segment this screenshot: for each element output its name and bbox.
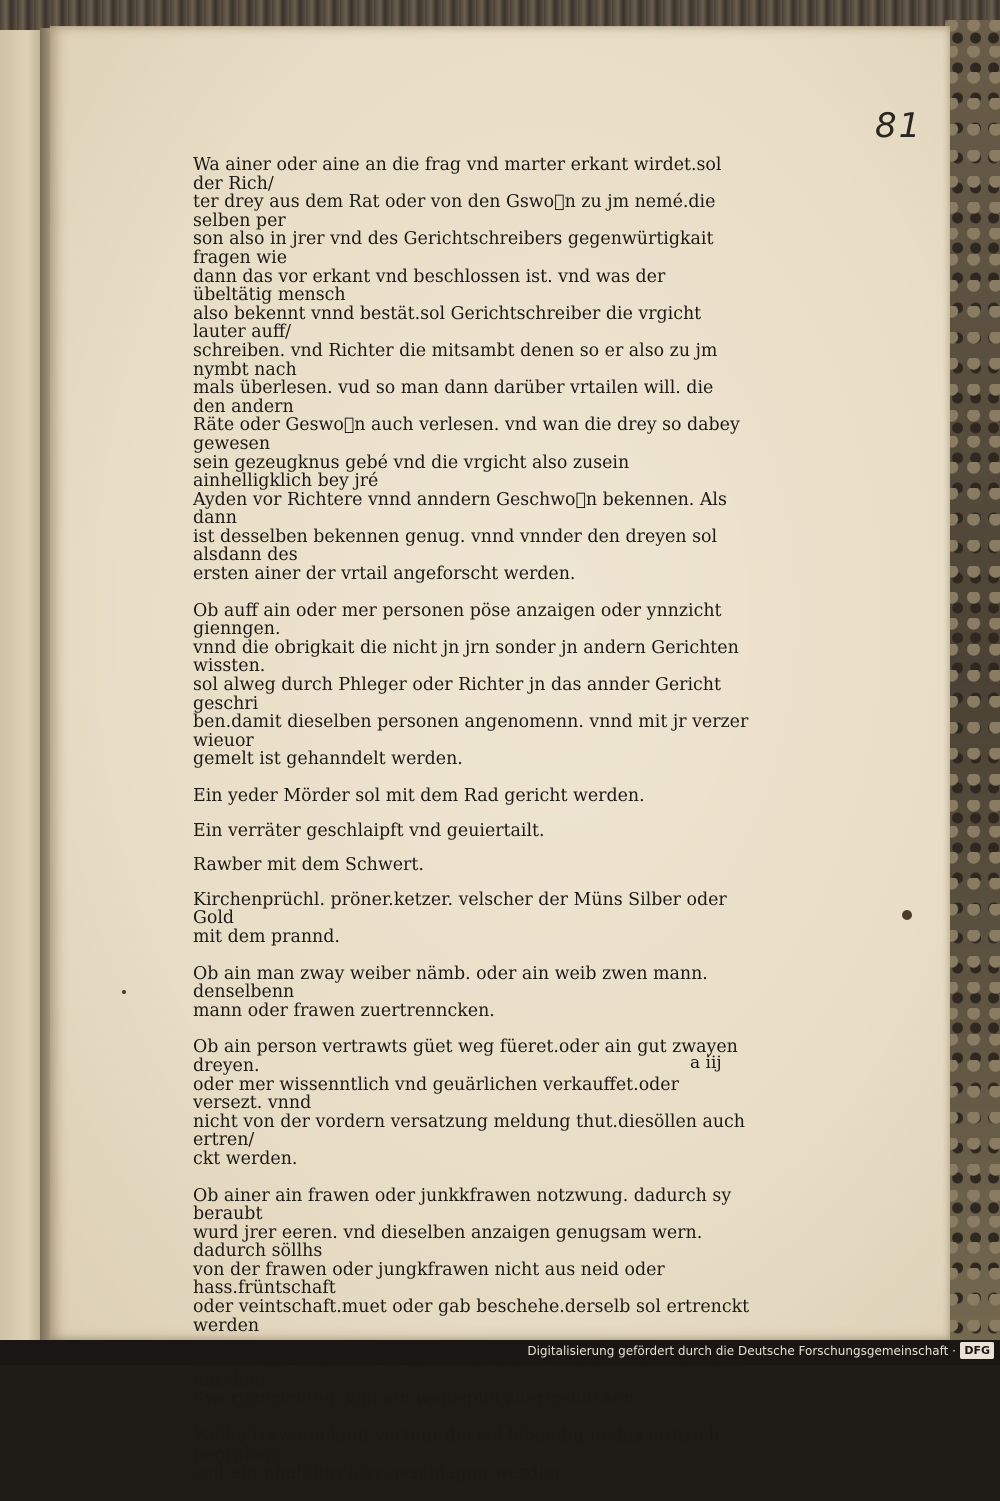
funding-credit: Digitalisierung gefördert durch die Deutsche Forschungsgemeinschaft · — [527, 1344, 956, 1358]
paragraph-4: Ein verräter geschlaipft vnd geuiertailt. — [193, 820, 545, 841]
paragraph-6: Kirchenprüchl. pröner.ketzer. velscher der Müns Silber oder Gold mit dem prannd. — [193, 889, 727, 947]
page-text — [193, 156, 750, 1501]
paragraph-5: Rawber mit dem Schwert. — [193, 855, 424, 876]
paragraph-3: Ein yeder Mörder sol mit dem Rad gericht werden. — [193, 786, 645, 806]
facing-page-edge — [0, 30, 45, 1340]
ink-speck — [122, 990, 126, 994]
paragraph-9: Ob ainer ain frawen oder junkkfrawen notzwung. dadurch sy beraubt wurd jrer eeren. vnd dieselben anzaigen genugsam wern. dadurch söllhs von der frawen oder jungkfrawen nicht aus neid oder hass.früntschaft oder veintschaft.muet oder gab beschehe.derselb sol ertrenckt werden — [193, 1185, 750, 1336]
paragraph-8: Ob ain person vertrawts güet weg füeret.oder ain gut zwayen dreyen. oder mer wissenntlich vnd geuärlichen verkauffet.oder versezt. vnnd nicht von der vordern versatzung meldung thut.diesöllen auch ertren/ ckt werden. — [193, 1037, 745, 1169]
paragraph-1: Wa ainer oder aine an die frag vnd marter erkant wirdet.sol der Rich/ ter drey aus dem Rat oder von den Gswo n zu jm nemé.die selben per son also in jrer vnd des Gerichtschreibers gegenwürtigkait fragen wie dann das vor erkant vnd beschlossen ist. vnd was der übeltätig mensch also bekennt vnnd bestät.sol Gerichtschreiber die vrgicht lauter auff/ schreiben. vnd Richter die mitsambt denen so er also zu jm nymbt nach mals überlesen. vud so man dann darüber vrtailen will. die den andern Räte oder Geswo n auch verlesen. vnd wan die drey so dabey gewesen sein gezeugknus gebé vnd die vrgicht also zusein ainhelligklich bey jré Ayden vor Richtere vnnd anndern Geschwo n bekennen. Als dann ist desselben bekennen genug. vnnd vnnder den dreyen sol alsdann des ersten ainer der vrtail angeforscht werden. — [193, 155, 735, 585]
folio-number: 81 — [875, 106, 923, 146]
paragraph-7: Ob ain man zway weiber nämb. oder ain weib zwen mann. denselbenn mann oder frawen zuertrenncken. — [193, 963, 708, 1021]
paragraph-2: Ob auff ain oder mer personen pöse anzaigen oder ynnzicht gienngen. vnnd die obrigkait die nicht jn jrn sonder jn andern Gerichten wissten. sol alweg durch Phleger oder Richter jn das annder Gericht geschri ben.damit dieselben personen angenomenn. vnnd mit jr verzer wieuor gemelt ist gehanndelt werden. — [193, 600, 749, 770]
signature-mark: a iij — [690, 1053, 722, 1073]
dfg-logo: DFG — [960, 1342, 994, 1359]
paragraph-11: Welhe fraw ain kind verthut.die sol lebendig in das erdtrich begraben vnd ain phal durch sy geschlagen werden. — [193, 1426, 720, 1484]
ink-spot — [902, 910, 912, 920]
paragraph-10: mit dem Swert zurichten. vnd ain weibspild zuertrenncken. — [193, 1370, 640, 1410]
marbled-cover — [945, 20, 1000, 1340]
